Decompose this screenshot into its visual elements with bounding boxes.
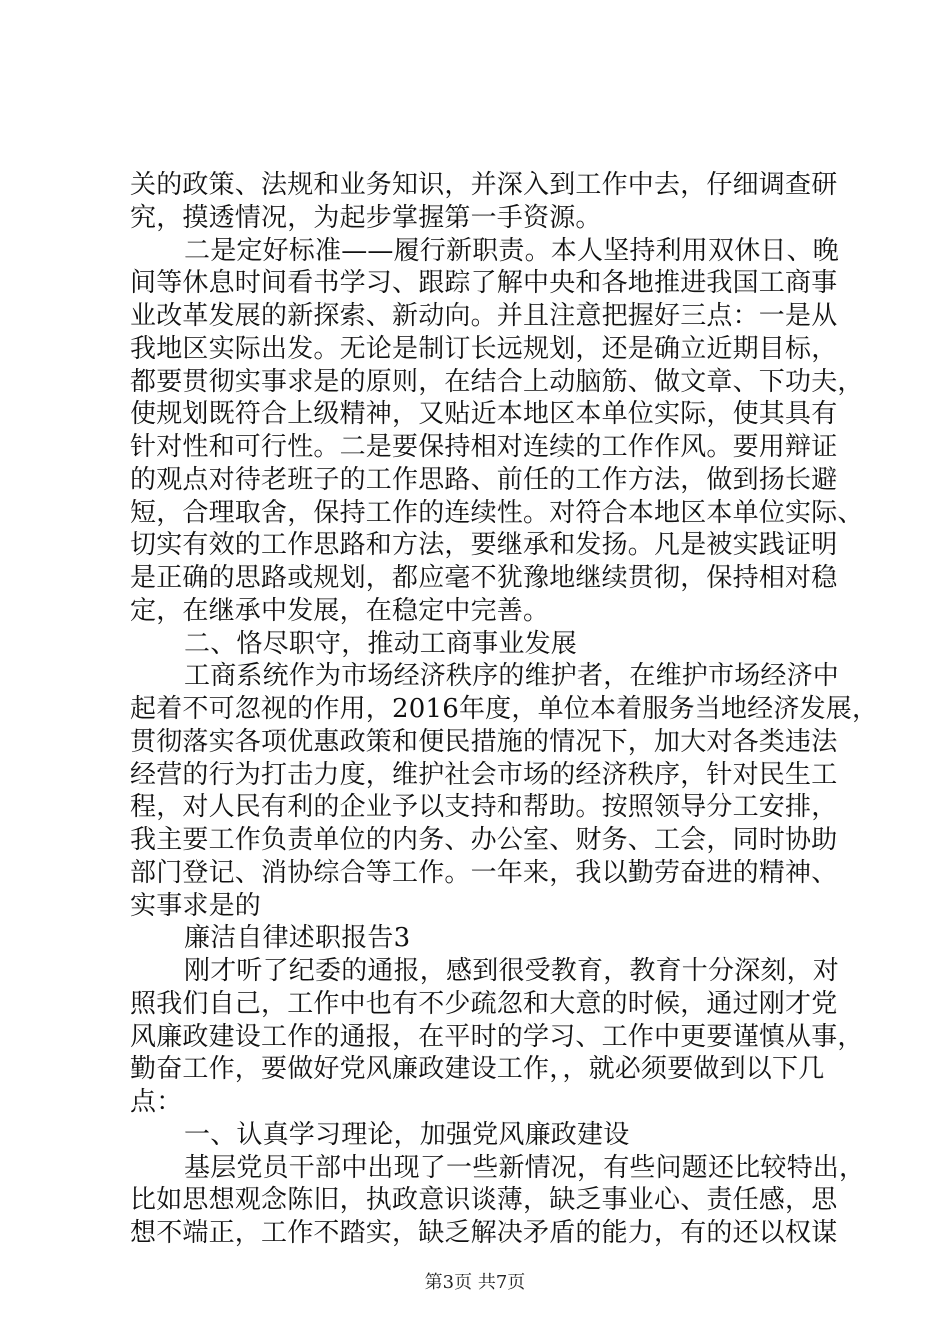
- body-text-line: 程，对人民有利的企业予以支持和帮助。按照领导分工安排，: [130, 792, 838, 822]
- body-text-line: 实事求是的: [130, 891, 262, 921]
- body-text-line: 风廉政建设工作的通报，在平时的学习、工作中更要谨慎从事，: [130, 1022, 864, 1052]
- body-text-line: 都要贯彻实事求是的原则，在结合上动脑筋、做文章、下功夫，: [130, 367, 864, 397]
- body-text-line: 我主要工作负责单位的内务、办公室、财务、工会，同时协助: [130, 825, 838, 855]
- body-text-line: 点：: [130, 1087, 183, 1117]
- report-title: 廉洁自律述职报告3: [184, 923, 411, 953]
- body-text-line: 部门登记、消协综合等工作。一年来，我以勤劳奋进的精神、: [130, 858, 838, 888]
- body-text-line: 起着不可忽视的作用，2016年度，单位本着服务当地经济发展，: [130, 694, 879, 724]
- page-number-footer: 第3页 共7页: [424, 1272, 526, 1293]
- body-text-line: 贯彻落实各项优惠政策和便民措施的情况下，加大对各类违法: [130, 727, 838, 757]
- body-text-line: 究，摸透情况，为起步掌握第一手资源。: [130, 203, 602, 233]
- body-text-line: 针对性和可行性。二是要保持相对连续的工作作风。要用辩证: [130, 432, 838, 462]
- body-text-line: 切实有效的工作思路和方法，要继承和发扬。凡是被实践证明: [130, 530, 838, 560]
- body-text-line: 关的政策、法规和业务知识，并深入到工作中去，仔细调查研: [130, 170, 838, 200]
- section-heading: 一、认真学习理论，加强党风廉政建设: [184, 1120, 630, 1150]
- body-text-line: 间等休息时间看书学习、跟踪了解中央和各地推进我国工商事: [130, 268, 838, 298]
- body-text-line: 是正确的思路或规划，都应毫不犹豫地继续贯彻，保持相对稳: [130, 563, 838, 593]
- body-text-line: 定，在继承中发展，在稳定中完善。: [130, 596, 550, 626]
- section-heading: 二、恪尽职守，推动工商事业发展: [184, 629, 578, 659]
- body-text-line: 比如思想观念陈旧，执政意识谈薄，缺乏事业心、责任感，思: [130, 1185, 838, 1215]
- body-text-line: 的观点对待老班子的工作思路、前任的工作方法，做到扬长避: [130, 465, 838, 495]
- body-text-line: 使规划既符合上级精神，又贴近本地区本单位实际，使其具有: [130, 399, 838, 429]
- paragraph-first-line: 二是定好标准——履行新职责。本人坚持利用双休日、晚: [184, 236, 840, 266]
- body-text-line: 短，合理取舍，保持工作的连续性。对符合本地区本单位实际、: [130, 498, 864, 528]
- body-text-line: 勤奋工作，要做好党风廉政建设工作，，就必须要做到以下几: [130, 1054, 825, 1084]
- paragraph-first-line: 工商系统作为市场经济秩序的维护者，在维护市场经济中: [184, 661, 840, 691]
- body-text-line: 想不端正，工作不踏实，缺乏解决矛盾的能力，有的还以权谋: [130, 1218, 838, 1248]
- body-text-line: 照我们自己，工作中也有不少疏忽和大意的时候，通过刚才党: [130, 989, 838, 1019]
- paragraph-first-line: 基层党员干部中出现了一些新情况，有些问题还比较特出，: [184, 1153, 866, 1183]
- body-text-line: 业改革发展的新探索、新动向。并且注意把握好三点：一是从: [130, 301, 838, 331]
- paragraph-first-line: 刚才听了纪委的通报，感到很受教育，教育十分深刻，对: [184, 956, 840, 986]
- body-text-line: 我地区实际出发。无论是制订长远规划，还是确立近期目标，: [130, 334, 838, 364]
- body-text-line: 经营的行为打击力度，维护社会市场的经济秩序，针对民生工: [130, 760, 838, 790]
